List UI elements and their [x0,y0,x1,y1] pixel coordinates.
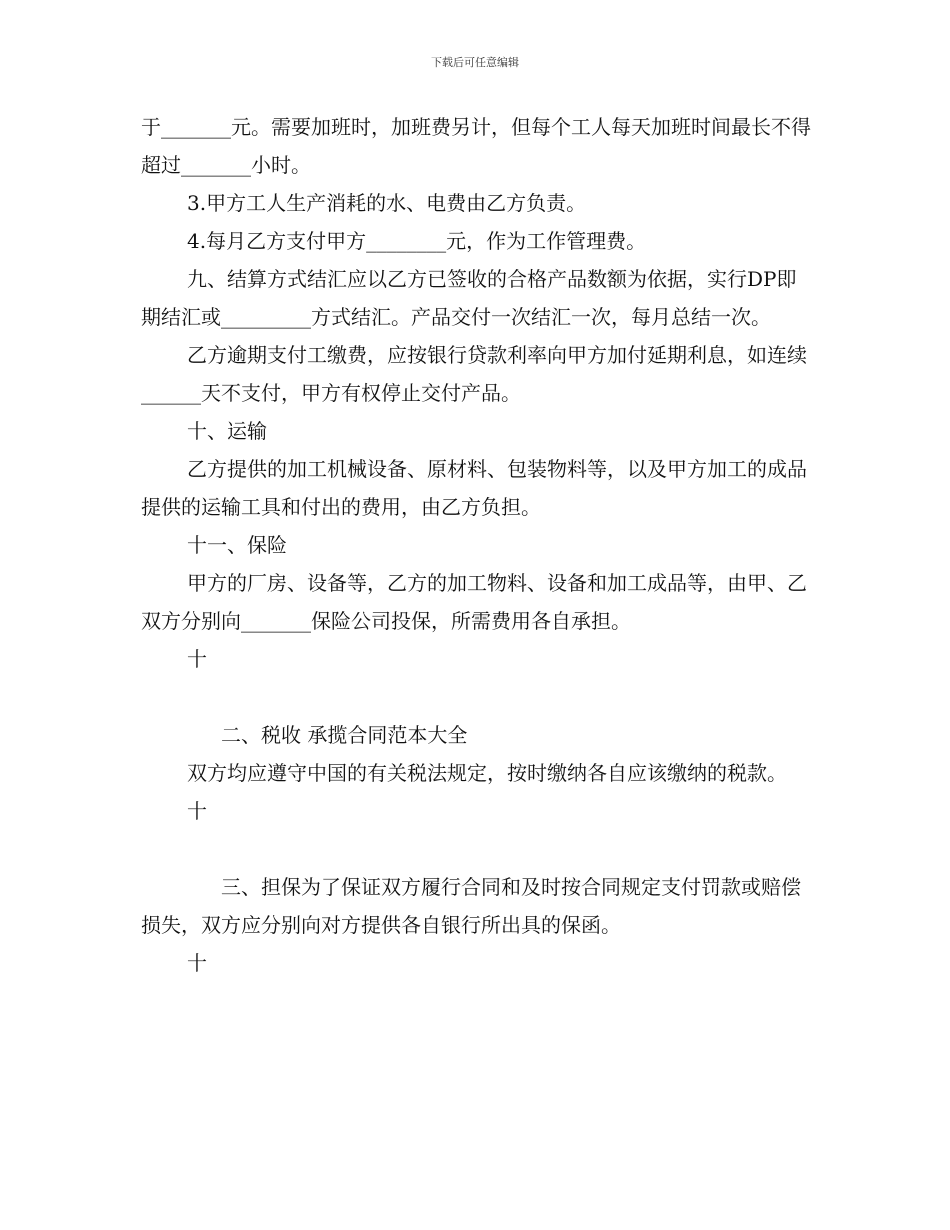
section-number-fragment: 十 [187,799,207,823]
section-guarantee: 三、担保为了保证双方履行合同和及时按合同规定支付罚款或赔偿损失，双方应分别向对方提供各自银行所出具的保函。 [141,875,801,937]
page-header: 下载后可任意编辑 [431,56,519,69]
section-settlement: 九、结算方式结汇应以乙方已签收的合格产品数额为依据，实行DP即期结汇或_________方式结汇。产品交付一次结汇一次，每月总结一次。 [141,267,797,329]
document-body [141,108,811,982]
section-number-fragment: 十 [187,647,207,671]
paragraph-tax: 双方均应遵守中国的有关税法规定，按时缴纳各自应该缴纳的税款。 [187,761,787,785]
paragraph-management-fee: 4.每月乙方支付甲方________元，作为工作管理费。 [187,229,647,253]
blank-line [141,678,811,716]
paragraph-utilities: 3.甲方工人生产消耗的水、电费由乙方负责。 [187,191,587,215]
section-number-fragment: 十 [187,951,207,975]
paragraph-late-payment: 乙方逾期支付工缴费，应按银行贷款利率向甲方加付延期利息，如连续______天不支付，甲方有权停止交付产品。 [141,343,807,405]
paragraph-insurance: 甲方的厂房、设备等，乙方的加工物料、设备和加工成品等，由甲、乙双方分别向_______保险公司投保，所需费用各自承担。 [141,571,807,633]
section-heading-tax: 二、税收 承揽合同范本大全 [221,723,468,747]
section-heading-insurance: 十一、保险 [187,533,287,557]
section-heading-transport: 十、运输 [187,419,267,443]
blank-line [141,830,811,868]
paragraph-wage-overtime: 于_______元。需要加班时，加班费另计，但每个工人每天加班时间最长不得超过_______小时。 [141,115,811,177]
paragraph-transport: 乙方提供的加工机械设备、原材料、包装物料等，以及甲方加工的成品提供的运输工具和付出的费用，由乙方负担。 [141,457,807,519]
